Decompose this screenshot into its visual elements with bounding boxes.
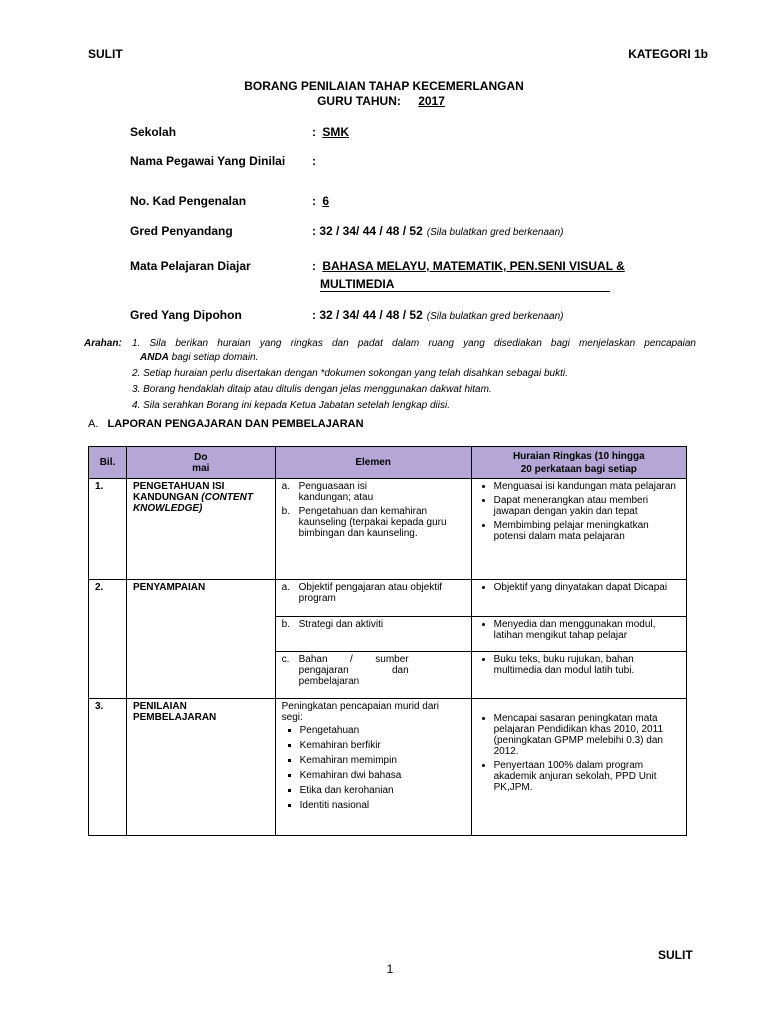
arahan-anda: ANDA: [140, 352, 169, 363]
list-item: ▪ Kemahiran memimpin: [300, 755, 465, 766]
arahan-line-4: 4. Sila serahkan Borang ini kepada Ketua Jabatan setelah lengkap diisi.: [132, 400, 450, 411]
row1-elemen-a: [282, 481, 465, 503]
assessment-table: [88, 446, 687, 836]
row2-a-text: Objektif pengajaran atau objektif program: [298, 582, 443, 604]
row2-domain: PENYAMPAIAN: [126, 580, 275, 699]
row2-elemen-b: [275, 617, 471, 652]
kad-label: No. Kad Pengenalan: [130, 194, 247, 208]
kad-value: : 6: [312, 194, 333, 208]
mata-pelajaran-line2: MULTIMEDIA: [320, 277, 610, 292]
header-left-sulit: SULIT: [88, 47, 123, 61]
gred-penyandang-label: Gred Penyandang: [130, 224, 233, 238]
row2-c-text: Bahan / sumber pengajaran dan pembelajaran: [298, 654, 409, 687]
row1-domain-en: (CONTENT KNOWLEDGE): [132, 492, 253, 514]
row2-a-key: a.: [281, 582, 290, 593]
mata-pelajaran-value: : BAHASA MELAYU, MATEMATIK, PEN.SENI VISUAL &: [312, 259, 625, 273]
list-item: • Objektif yang dinyatakan dapat Dicapai: [494, 582, 680, 593]
row1-bil: 1.: [89, 479, 127, 580]
row1-elemen-b-text: Pengetahuan dan kemahiran kaunseling (terpakai kepada guru bimbingan dan kaunseling.: [298, 506, 447, 539]
nama-value: :: [312, 154, 316, 168]
row1-elemen-b: [282, 506, 465, 539]
mata-pelajaran-line1: BAHASA MELAYU, MATEMATIK, PEN.SENI VISUAL &: [322, 259, 625, 273]
row2-huraian-a: [471, 580, 686, 617]
year-value: 2017: [418, 94, 445, 108]
gred-penyandang-note: (Sila bulatkan gred berkenaan): [426, 227, 564, 238]
row1-elemen-a-text: Penguasaan isi kandungan; atau: [298, 481, 374, 503]
row2-bil: 2.: [89, 580, 127, 699]
table-row: [89, 580, 687, 617]
arahan-line-2: 2. Setiap huraian perlu disertakan dengan *dokumen sokongan yang telah disahkan sebagai bukti.: [132, 368, 568, 379]
row2-huraian-b: [471, 617, 686, 652]
row1-huraian: [471, 479, 686, 580]
row1-domain-main: PENGETAHUAN ISI KANDUNGAN: [132, 481, 225, 503]
row2-b-key: b.: [281, 619, 290, 630]
header-domain-1: Do: [194, 451, 208, 463]
sekolah-value-text: SMK: [322, 125, 350, 139]
gred-dipohon-value: [312, 308, 564, 322]
section-a-letter: A.: [88, 418, 99, 430]
header-domain-2: mai: [192, 462, 210, 474]
row3-huraian: [471, 699, 686, 836]
section-a-heading: [88, 418, 364, 430]
gred-dipohon-label: Gred Yang Dipohon: [130, 308, 242, 322]
mata-pelajaran-label: Mata Pelajaran Diajar: [130, 259, 251, 273]
row3-elemen-intro: Peningkatan pencapaian murid dari segi:: [281, 701, 439, 723]
row3-elemen: [275, 699, 471, 836]
list-item: ▪ Etika dan kerohanian: [300, 785, 465, 796]
list-item: • Menyedia dan menggunakan modul, latihan mengikut tahap pelajar: [494, 619, 680, 641]
header-huraian: [471, 447, 686, 479]
nama-label: Nama Pegawai Yang Dinilai: [130, 154, 286, 168]
kad-value-text: 6: [322, 194, 330, 208]
row3-huraian-list: [478, 713, 680, 793]
header-right-kategori: KATEGORI 1b: [628, 47, 708, 61]
row3-elemen-list: [282, 725, 465, 811]
row2-elemen-a: [275, 580, 471, 617]
gred-penyandang-text: : 32 / 34/ 44 / 48 / 52: [312, 224, 423, 238]
row1-domain: [126, 479, 275, 580]
row3-bil: 3.: [89, 699, 127, 836]
sekolah-label: Sekolah: [130, 125, 177, 139]
row3-domain: PENILAIAN PEMBELAJARAN: [126, 699, 275, 836]
form-title: BORANG PENILAIAN TAHAP KECEMERLANGAN: [244, 79, 524, 93]
row1-elemen: [275, 479, 471, 580]
header-huraian-2: 20 perkataan bagi setiap: [520, 463, 637, 475]
row2-b-text: Strategi dan aktiviti: [298, 619, 384, 630]
table-row: [89, 479, 687, 580]
year-label: GURU TAHUN:: [317, 94, 405, 108]
row1-huraian-list: [478, 481, 680, 542]
sekolah-value: : SMK: [312, 125, 355, 139]
list-item: • Penyertaan 100% dalam program akademik anjuran sekolah, PPD Unit PK,JPM.: [494, 760, 664, 793]
list-item: • Menguasai isi kandungan mata pelajaran: [494, 481, 680, 492]
arahan-line-1b-text: bagi setiap domain.: [171, 352, 259, 363]
row2-huraian-c: [471, 652, 686, 699]
page-number: 1: [386, 962, 394, 976]
header-domain: [126, 447, 275, 479]
header-huraian-1: Huraian Ringkas (10 hingga: [512, 450, 645, 462]
gred-dipohon-note: (Sila bulatkan gred berkenaan): [426, 311, 564, 322]
row1-elemen-b-key: b.: [281, 506, 290, 517]
list-item: • Buku teks, buku rujukan, bahan multimedia dan modul latih tubi.: [494, 654, 680, 676]
list-item: ▪ Pengetahuan: [300, 725, 465, 736]
header-elemen: Elemen: [275, 447, 471, 479]
arahan-line-1b: [140, 352, 258, 363]
table-header-row: [89, 447, 687, 479]
section-a-title: LAPORAN PENGAJARAN DAN PEMBELAJARAN: [107, 418, 364, 430]
header-bil: Bil.: [89, 447, 127, 479]
arahan-label: Arahan:: [84, 338, 122, 349]
form-subtitle: [0, 94, 768, 108]
list-item: • Membimbing pelajar meningkatkan potensi dalam mata pelajaran: [494, 520, 680, 542]
list-item: ▪ Kemahiran dwi bahasa: [300, 770, 465, 781]
footer-sulit: SULIT: [658, 948, 693, 962]
list-item: • Dapat menerangkan atau memberi jawapan dengan yakin dan tepat: [494, 495, 680, 517]
list-item: ▪ Kemahiran berfikir: [300, 740, 465, 751]
row2-c-key: c.: [281, 654, 290, 665]
gred-penyandang-value: [312, 224, 564, 238]
row1-elemen-a-key: a.: [281, 481, 290, 492]
table-row: [89, 699, 687, 836]
list-item: ▪ Identiti nasional: [300, 800, 465, 811]
gred-dipohon-text: : 32 / 34/ 44 / 48 / 52: [312, 308, 423, 322]
arahan-line-1: 1. Sila berikan huraian yang ringkas dan padat dalam ruang yang disediakan bagi menjelaskan pencapaian: [132, 338, 696, 349]
list-item: • Mencapai sasaran peningkatan mata pelajaran Pendidikan khas 2010, 2011 (peningkatan GPMP melebihi 0.3) dan 2012.: [494, 713, 664, 757]
row2-elemen-c: [275, 652, 471, 699]
arahan-line-3: 3. Borang hendaklah ditaip atau ditulis dengan jelas menggunakan dakwat hitam.: [132, 384, 492, 395]
